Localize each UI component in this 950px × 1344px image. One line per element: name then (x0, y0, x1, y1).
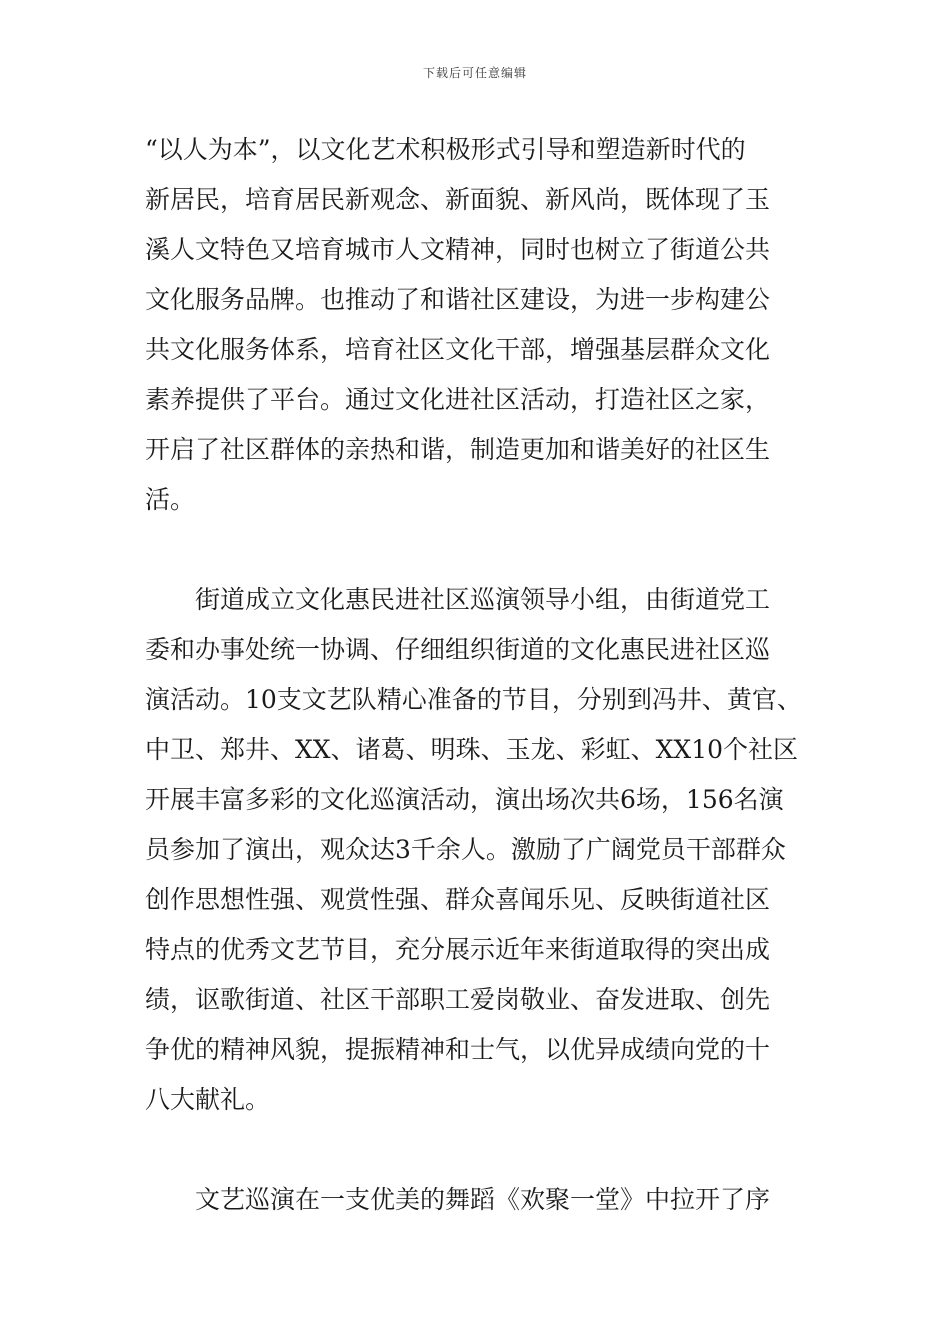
text-line: 创作思想性强、观赏性强、群众喜闻乐见、反映街道社区 (145, 885, 771, 914)
text-line: 争优的精神风貌，提振精神和士气，以优异成绩向党的十 (145, 1035, 771, 1064)
text-line: 演活动。10支文艺队精心准备的节目，分别到冯井、黄官、 (145, 685, 802, 714)
text-line: 新居民，培育居民新观念、新面貌、新风尚，既体现了玉 (145, 185, 771, 214)
text-line: 素养提供了平台。通过文化进社区活动，打造社区之家， (145, 385, 771, 414)
header-note: 下载后可任意编辑 (422, 66, 527, 80)
text-line: 活。 (145, 485, 196, 514)
text-line: 特点的优秀文艺节目，充分展示近年来街道取得的突出成 (145, 935, 771, 964)
paragraph-3 (145, 1175, 815, 1225)
text-line: “以人为本”，以文化艺术积极形式引导和塑造新时代的 (145, 135, 746, 164)
text-line: 街道成立文化惠民进社区巡演领导小组，由街道党工 (145, 585, 771, 614)
text-line: 员参加了演出，观众达3千余人。激励了广阔党员干部群众 (145, 835, 786, 864)
text-line: 溪人文特色又培育城市人文精神，同时也树立了街道公共 (145, 235, 771, 264)
text-line: 八大献礼。 (145, 1085, 271, 1114)
text-line: 文艺巡演在一支优美的舞蹈《欢聚一堂》中拉开了序 (145, 1185, 771, 1214)
paragraph-1 (145, 125, 815, 525)
text-line: 绩，讴歌街道、社区干部职工爱岗敬业、奋发进取、创先 (145, 985, 771, 1014)
text-line: 中卫、郑井、XX、诸葛、明珠、玉龙、彩虹、XX10个社区 (145, 735, 799, 764)
text-line: 共文化服务体系，培育社区文化干部，增强基层群众文化 (145, 335, 771, 364)
text-line: 文化服务品牌。也推动了和谐社区建设，为进一步构建公 (145, 285, 771, 314)
text-line: 开启了社区群体的亲热和谐，制造更加和谐美好的社区生 (145, 435, 771, 464)
text-line: 委和办事处统一协调、仔细组织街道的文化惠民进社区巡 (145, 635, 771, 664)
paragraph-2 (145, 575, 815, 1125)
text-line: 开展丰富多彩的文化巡演活动，演出场次共6场，156名演 (145, 785, 784, 814)
